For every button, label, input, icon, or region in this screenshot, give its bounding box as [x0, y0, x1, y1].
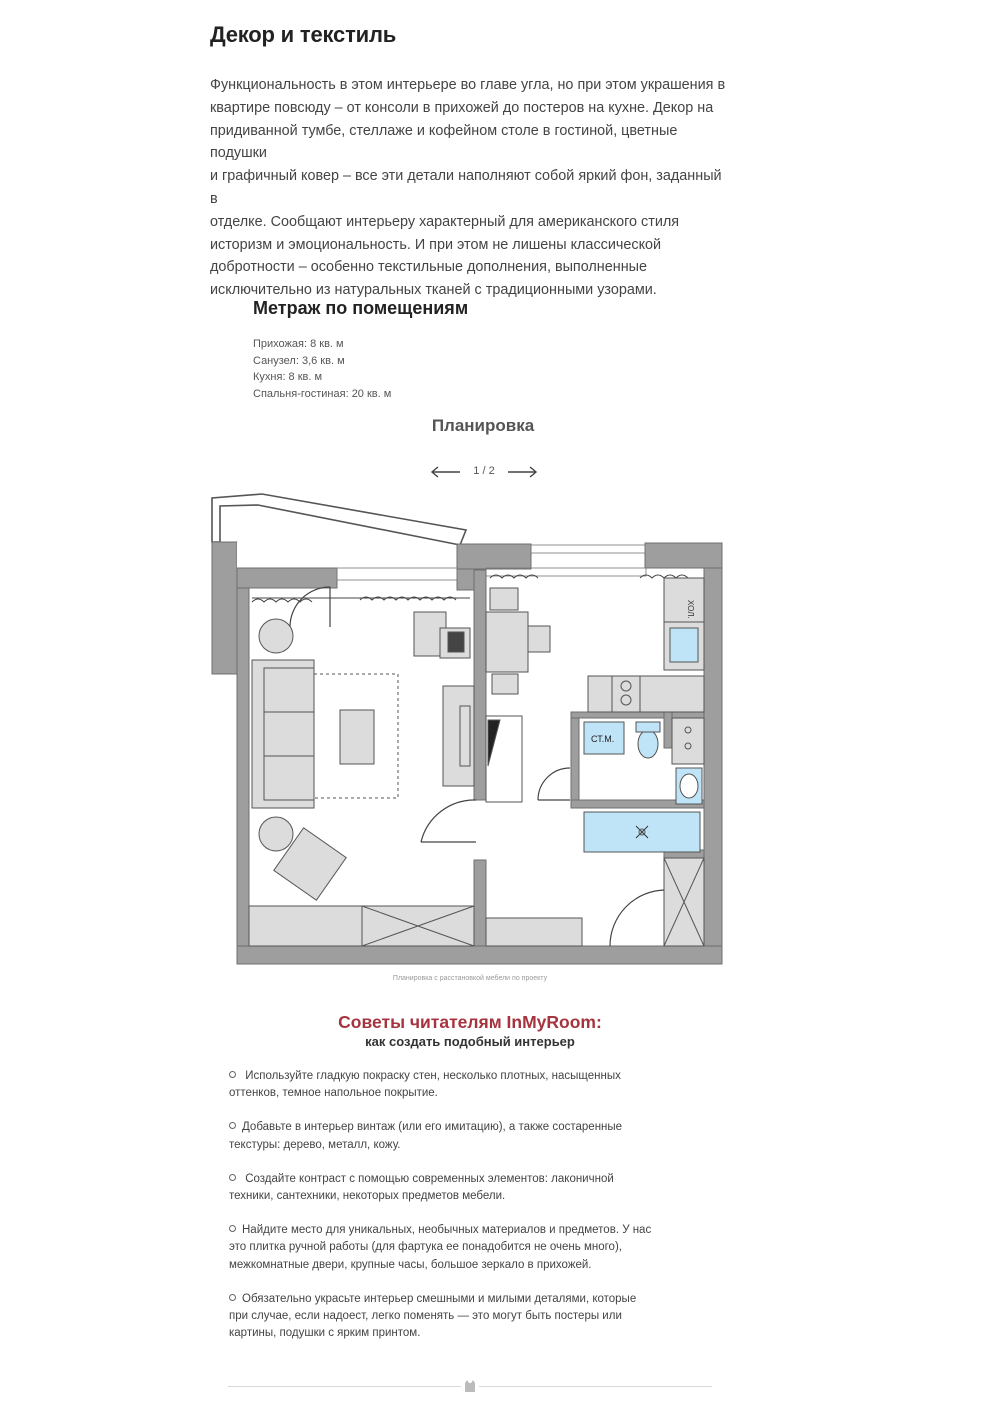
next-arrow-icon[interactable] — [506, 462, 538, 482]
fridge-label: ХОЛ. — [686, 600, 695, 619]
area-title: Метраж по помещениям — [253, 298, 469, 318]
area-item-bathroom: Санузел: 3,6 кв. м — [253, 354, 345, 367]
area-item-hallway: Прихожая: 8 кв. м — [253, 338, 344, 350]
tips-list — [229, 1068, 699, 1359]
tips-title: Советы читателям InMyRoom: — [338, 1012, 602, 1032]
hallway-cabinet — [486, 858, 704, 946]
floor-plan — [205, 490, 730, 970]
bullet-icon — [229, 1174, 236, 1181]
cat-icon — [461, 1379, 479, 1393]
list-item: Используйте гладкую покраску стен, несколько плотных, насыщенных оттенков, темное напольное покрытие. — [229, 1070, 621, 1100]
intro-line: Функциональность в этом интерьере во главе угла, но при этом украшения в — [210, 77, 726, 93]
intro-line: придиванной тумбе, стеллаже и кофейном столе в гостиной, цветные подушки — [210, 122, 678, 162]
slider-pager — [430, 462, 540, 482]
bullet-icon — [229, 1294, 236, 1301]
list-item: Добавьте в интерьер винтаж (или его имитацию), а также состаренные текстуры: дерево, металл, кожу. — [229, 1121, 623, 1151]
intro-line: и графичный ковер – все эти детали наполняют собой яркий фон, заданный в — [210, 168, 722, 207]
intro-line: добротности – особенно текстильные дополнения, выполненные — [210, 259, 648, 276]
area-item-kitchen: Кухня: 8 кв. м — [253, 371, 323, 384]
bullet-icon — [229, 1122, 236, 1129]
bullet-icon — [229, 1071, 236, 1078]
prev-arrow-icon[interactable] — [430, 462, 462, 482]
living-furniture — [249, 612, 474, 946]
intro-line: исключительно из натуральных тканей с традиционными узорами. — [210, 282, 657, 299]
bullet-icon — [229, 1225, 236, 1232]
list-item: Обязательно украсьте интерьер смешными и милыми деталями, которые при случае, если надоест, легко поменять — это могут быть постеры или картины, подушки с ярким принтом. — [229, 1292, 637, 1340]
intro-line: историзм и эмоциональность. И при этом не лишены классической — [210, 236, 662, 253]
washer-label: СТ.М. — [591, 734, 615, 744]
kitchen-furniture — [486, 578, 704, 802]
intro-line: квартире повсюду – от консоли в прихожей до постеров на кухне. Декор на — [210, 99, 714, 116]
plan-title: Планировка — [431, 416, 535, 435]
list-item: Найдите место для уникальных, необычных материалов и предметов. У нас это плитка ручной работы (для фартука ее понадобится не очень много), межкомнатные двери, крупные часы, большое зеркало в прихожей. — [229, 1224, 652, 1271]
plan-caption: Планировка с расстановкой мебели по проекту — [392, 975, 548, 982]
area-list — [253, 336, 391, 403]
balcony-outline — [212, 494, 466, 545]
tips-subtitle: как создать подобный интерьер — [365, 1034, 575, 1049]
section-title: Декор и текстиль — [210, 22, 397, 47]
intro-paragraph — [210, 74, 730, 302]
slide-counter: 1 / 2 — [473, 465, 495, 477]
intro-line: отделке. Сообщают интерьеру характерный для американского стиля — [210, 213, 680, 230]
area-item-bedroom-living: Спальня-гостиная: 20 кв. м — [253, 388, 392, 401]
list-item: Создайте контраст с помощью современных элементов: лаконичной техники, сантехники, некоторых предметов мебели. — [229, 1172, 614, 1203]
